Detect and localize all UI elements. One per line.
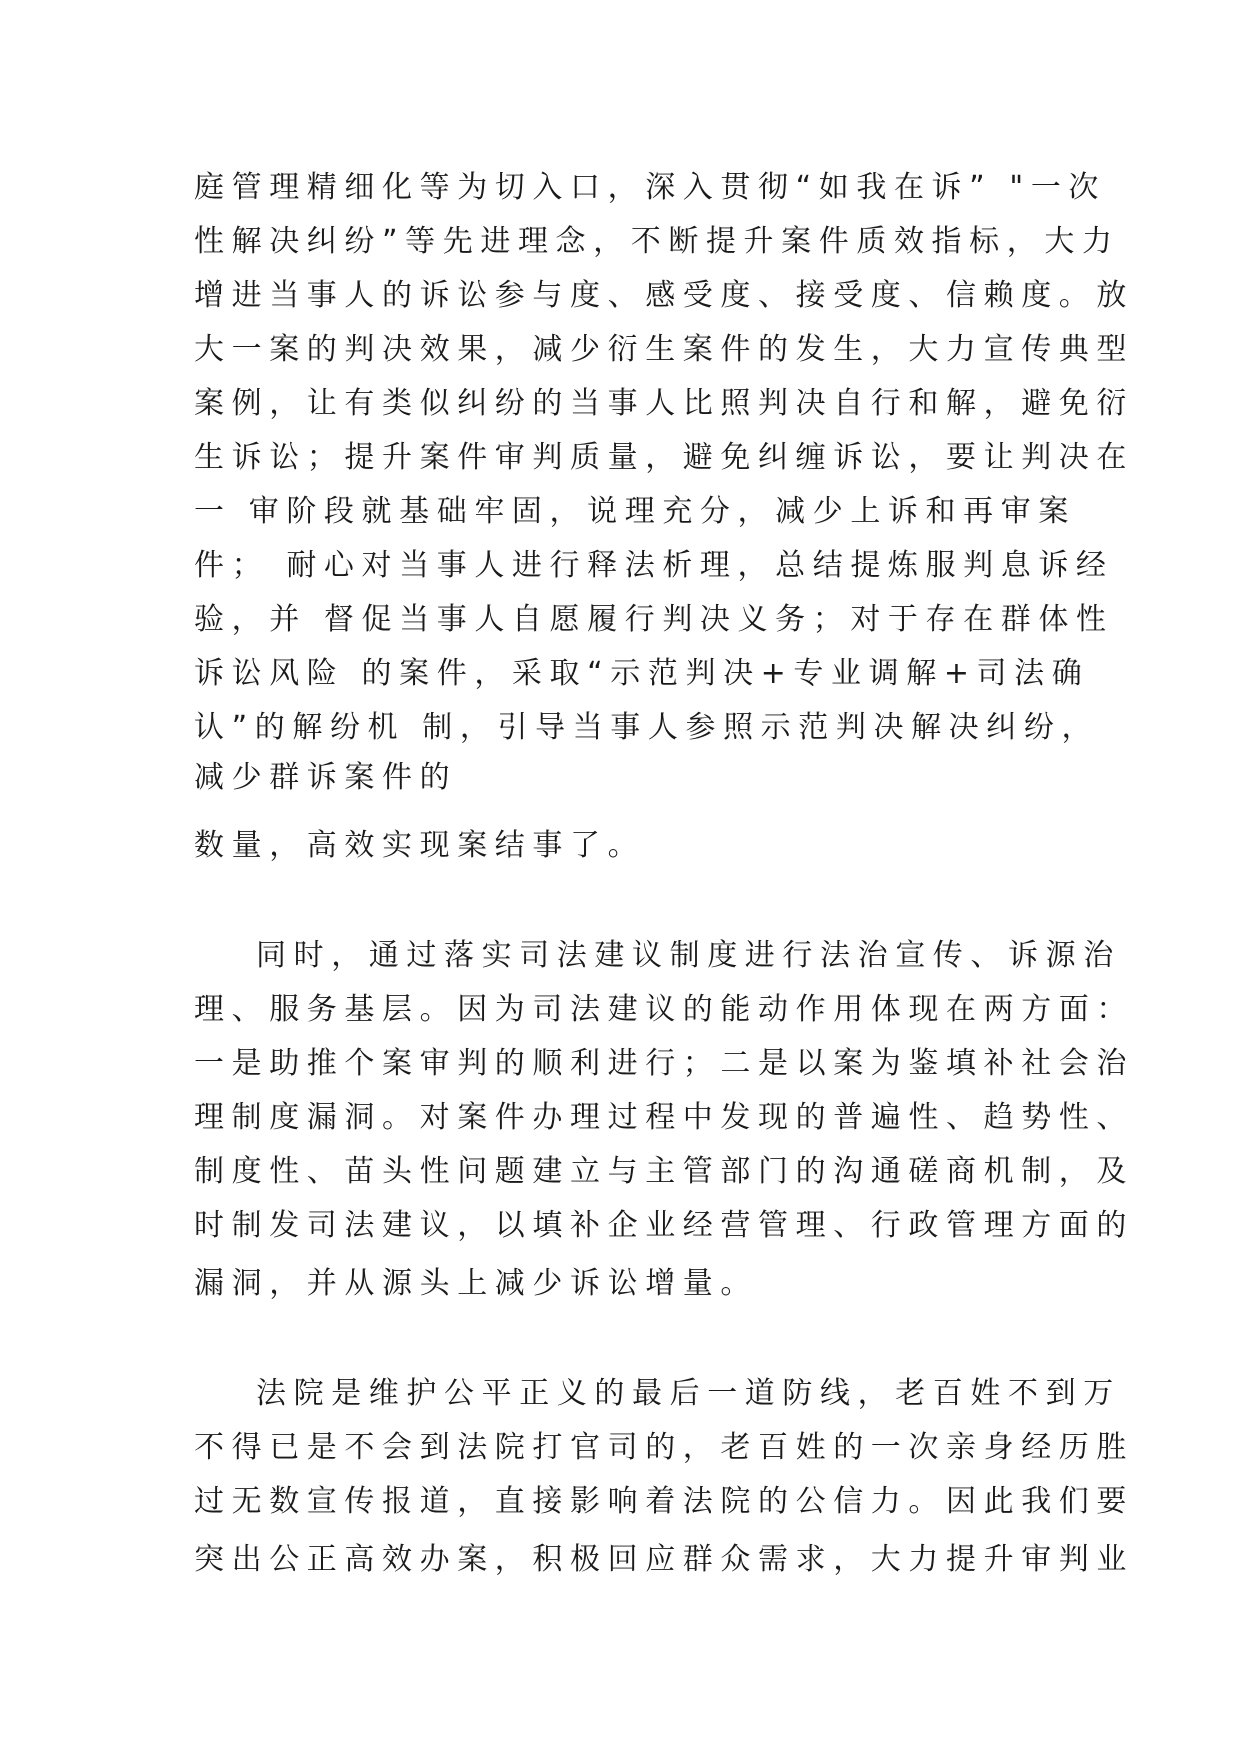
- paragraph-first-line: 同时，通过落实司法建议制度进行法治宣传、诉源治: [256, 938, 1121, 973]
- text-line: 制度性、苗头性问题建立与主管部门的沟通磋商机制，及: [194, 1154, 1134, 1189]
- text-line: 数量，高效实现案结事了。: [194, 828, 646, 863]
- text-line: 一是助推个案审判的顺利进行；二是以案为鉴填补社会治: [194, 1046, 1134, 1081]
- text-line: 验，并 督促当事人自愿履行判决义务；对于存在群体性: [194, 602, 1114, 637]
- text-line: 突出公正高效办案，积极回应群众需求，大力提升审判业: [194, 1542, 1134, 1577]
- text-line: 漏洞，并从源头上减少诉讼增量。: [194, 1266, 758, 1301]
- text-line: 庭管理精细化等为切入口，深入贯彻“如我在诉” "一次: [194, 170, 1107, 205]
- text-line: 减少群诉案件的: [194, 760, 458, 795]
- text-line: 过无数宣传报道，直接影响着法院的公信力。因此我们要: [194, 1484, 1134, 1519]
- text-line: 认”的解纷机 制，引导当事人参照示范判决解决纠纷，: [194, 710, 1100, 745]
- paragraph-first-line: 法院是维护公平正义的最后一道防线，老百姓不到万: [256, 1376, 1121, 1411]
- text-line: 大一案的判决效果，减少衍生案件的发生，大力宣传典型: [194, 332, 1134, 367]
- text-line: 性解决纠纷”等先进理念，不断提升案件质效指标，大力: [194, 224, 1120, 259]
- text-line: 案例，让有类似纠纷的当事人比照判决自行和解，避免衍: [194, 386, 1134, 421]
- text-line: 时制发司法建议，以填补企业经营管理、行政管理方面的: [194, 1208, 1134, 1243]
- text-line: 理制度漏洞。对案件办理过程中发现的普遍性、趋势性、: [194, 1100, 1134, 1135]
- text-line: 生诉讼；提升案件审判质量，避免纠缠诉讼，要让判决在: [194, 440, 1134, 475]
- text-line: 增进当事人的诉讼参与度、感受度、接受度、信赖度。放: [194, 278, 1134, 313]
- text-line: 一 审阶段就基础牢固，说理充分，减少上诉和再审案: [194, 494, 1076, 529]
- text-line: 不得已是不会到法院打官司的，老百姓的一次亲身经历胜: [194, 1430, 1134, 1465]
- text-line: 件； 耐心对当事人进行释法析理，总结提炼服判息诉经: [194, 548, 1114, 583]
- text-line: 理、服务基层。因为司法建议的能动作用体现在两方面：: [194, 992, 1134, 1027]
- text-line: 诉讼风险 的案件，采取“示范判决+专业调解+司法确: [194, 656, 1090, 691]
